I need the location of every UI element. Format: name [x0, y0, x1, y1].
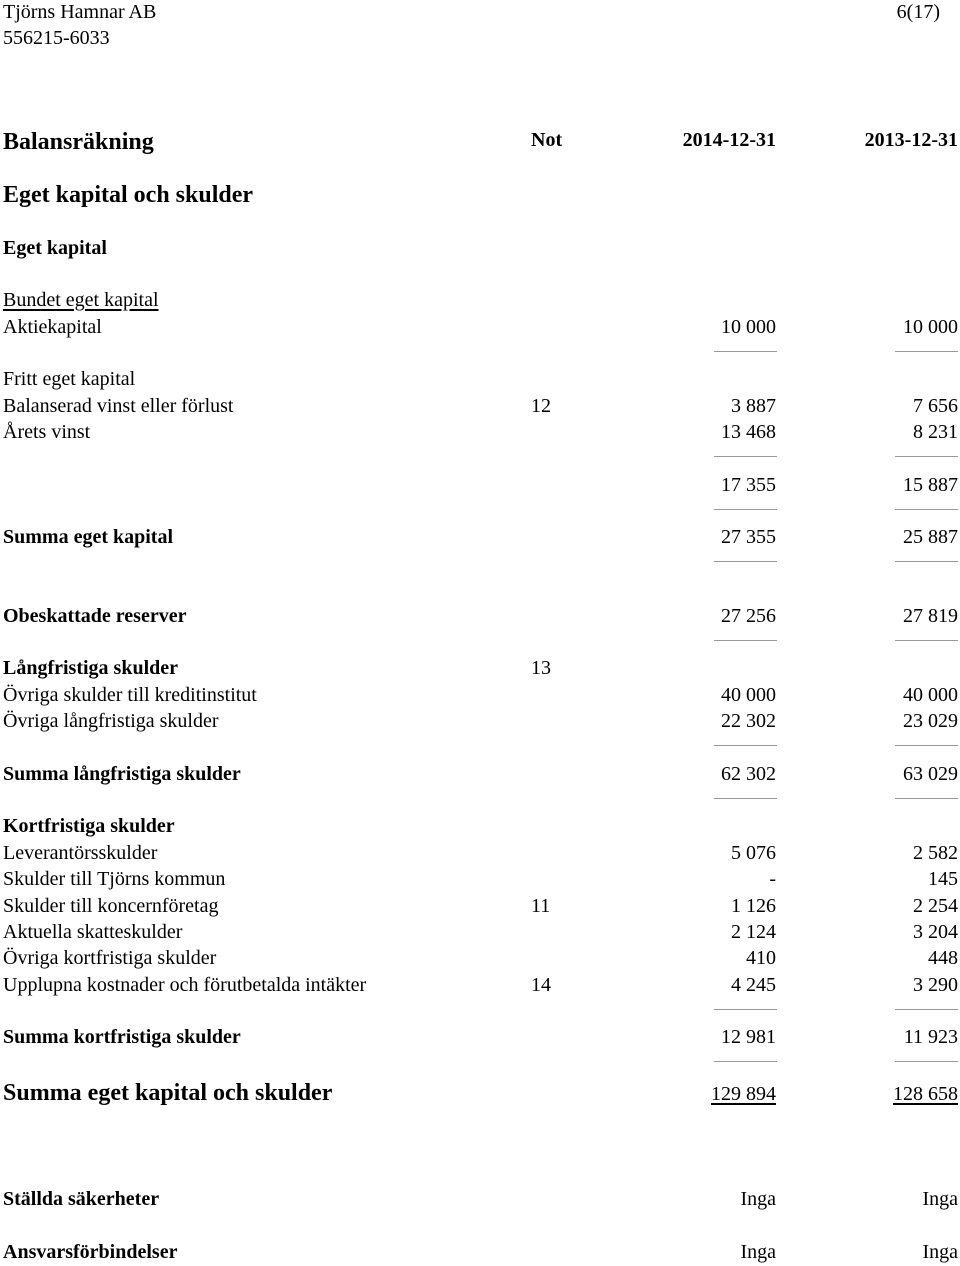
total-2014: 62 302: [721, 763, 776, 785]
contingent-label: Ansvarsförbindelser: [3, 1241, 178, 1263]
value-2014: 2 124: [731, 921, 776, 943]
subtotal-2013: 15 887: [903, 474, 958, 496]
row-label: Skulder till koncernföretag: [3, 895, 219, 917]
section-title: Eget kapital och skulder: [3, 182, 254, 208]
row-label: Aktuella skatteskulder: [3, 921, 183, 943]
total-label: Summa eget kapital: [3, 526, 173, 548]
pledged-2014: Inga: [740, 1188, 776, 1210]
note-ref: 13: [531, 657, 551, 679]
equity-heading: Eget kapital: [3, 237, 107, 259]
value-2013: 2 582: [913, 842, 958, 864]
rule: [895, 640, 958, 641]
row-label: Aktiekapital: [3, 316, 102, 338]
value-2014: 5 076: [731, 842, 776, 864]
total-label: Summa kortfristiga skulder: [3, 1026, 241, 1048]
value-2013: 8 231: [913, 421, 958, 443]
value-2014: 10 000: [721, 316, 776, 338]
value-2013: 145: [928, 868, 958, 890]
rule: [895, 745, 958, 746]
grand-total-2013: 128 658: [893, 1083, 958, 1105]
contingent-2013: Inga: [922, 1241, 958, 1263]
col-header-2014: 2014-12-31: [682, 129, 776, 151]
rule: [714, 456, 777, 457]
rule: [714, 351, 777, 352]
total-2014: 27 355: [721, 526, 776, 548]
row-label: Övriga långfristiga skulder: [3, 710, 219, 732]
value-2014: -: [769, 868, 776, 890]
page-number: 6(17): [896, 1, 940, 23]
rule: [714, 509, 777, 510]
value-2013: 2 254: [913, 895, 958, 917]
value-2013: 23 029: [903, 710, 958, 732]
long-term-heading: Långfristiga skulder: [3, 657, 179, 679]
row-label: Övriga kortfristiga skulder: [3, 947, 217, 969]
total-2013: 11 923: [903, 1026, 958, 1048]
value-2013: 40 000: [903, 684, 958, 706]
value-2013: 3 290: [913, 974, 958, 996]
total-2013: 63 029: [903, 763, 958, 785]
col-header-2013: 2013-12-31: [864, 129, 958, 151]
value-2013: 7 656: [913, 395, 958, 417]
col-header-note: Not: [531, 129, 563, 151]
total-label: Summa långfristiga skulder: [3, 763, 241, 785]
rule: [895, 1061, 958, 1062]
row-label: Skulder till Tjörns kommun: [3, 868, 226, 890]
rule: [714, 1061, 777, 1062]
value-2014: 1 126: [731, 895, 776, 917]
bound-equity-heading: Bundet eget kapital: [3, 289, 159, 311]
row-label: Balanserad vinst eller förlust: [3, 395, 234, 417]
note-ref: 12: [531, 395, 551, 417]
contingent-2014: Inga: [740, 1241, 776, 1263]
note-ref: 14: [531, 974, 551, 996]
rule: [895, 561, 958, 562]
rule: [895, 509, 958, 510]
pledged-label: Ställda säkerheter: [3, 1188, 160, 1210]
subtotal-2014: 17 355: [721, 474, 776, 496]
value-2013: 3 204: [913, 921, 958, 943]
value-2014: 4 245: [731, 974, 776, 996]
value-2013: 27 819: [903, 605, 958, 627]
value-2014: 410: [746, 947, 776, 969]
rule: [714, 561, 777, 562]
page-title: Balansräkning: [3, 129, 154, 155]
rule: [895, 456, 958, 457]
pledged-2013: Inga: [922, 1188, 958, 1210]
short-term-heading: Kortfristiga skulder: [3, 815, 175, 837]
value-2014: 40 000: [721, 684, 776, 706]
rule: [714, 745, 777, 746]
org-number: 556215-6033: [3, 27, 110, 49]
value-2014: 3 887: [731, 395, 776, 417]
rule: [895, 798, 958, 799]
total-2014: 12 981: [721, 1026, 776, 1048]
grand-total-2014: 129 894: [711, 1083, 776, 1105]
value-2014: 13 468: [721, 421, 776, 443]
row-label: Övriga skulder till kreditinstitut: [3, 684, 257, 706]
rule: [895, 351, 958, 352]
note-ref: 11: [531, 895, 551, 917]
value-2013: 448: [928, 947, 958, 969]
value-2014: 27 256: [721, 605, 776, 627]
free-equity-heading: Fritt eget kapital: [3, 368, 136, 390]
rule: [895, 1009, 958, 1010]
value-2014: 22 302: [721, 710, 776, 732]
grand-total-label: Summa eget kapital och skulder: [3, 1080, 333, 1106]
rule: [714, 798, 777, 799]
total-label: Obeskattade reserver: [3, 605, 187, 627]
total-2013: 25 887: [903, 526, 958, 548]
company-name: Tjörns Hamnar AB: [3, 1, 157, 23]
value-2013: 10 000: [903, 316, 958, 338]
row-label: Leverantörsskulder: [3, 842, 158, 864]
rule: [714, 640, 777, 641]
rule: [714, 1009, 777, 1010]
row-label: Årets vinst: [3, 421, 91, 443]
row-label: Upplupna kostnader och förutbetalda intäkter: [3, 974, 367, 996]
